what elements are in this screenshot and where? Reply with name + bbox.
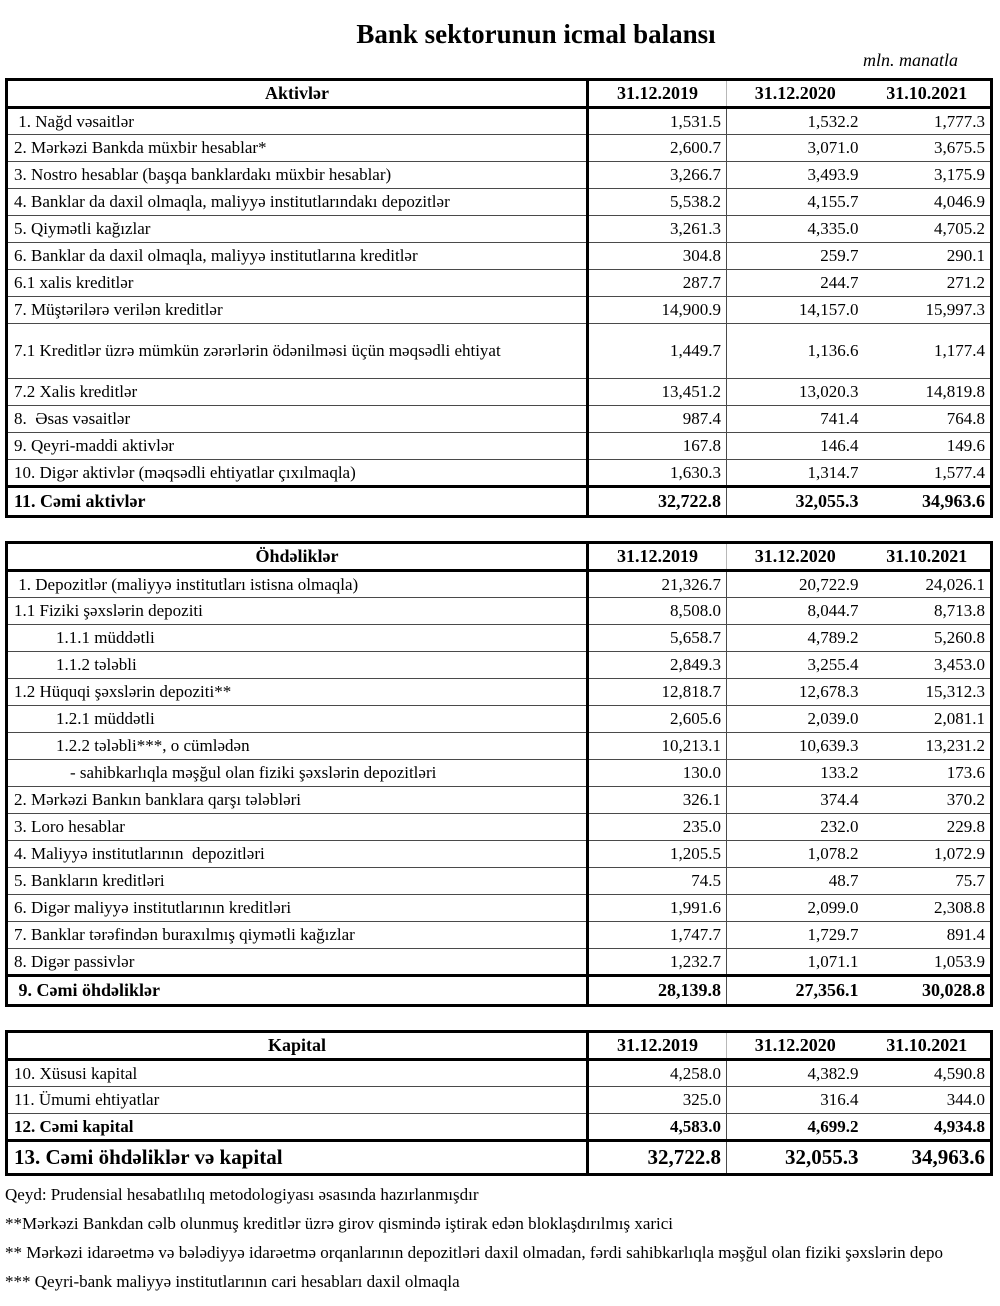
value-cell: 4,583.0 [588, 1114, 727, 1141]
table-row [7, 949, 992, 976]
value-cell: 20,722.9 [727, 571, 864, 598]
row-label: 8. Digər passivlər [7, 949, 588, 976]
footnote-line: **Mərkəzi Bankdan cəlb olunmuş kreditlər üzrə girov qismində iştirak edən bloklaşdırılmış xarici [5, 1214, 674, 1234]
row-label: 11. Cəmi aktivlər [7, 487, 588, 517]
row-label: 3. Nostro hesablar (başqa banklardakı müxbir hesablar) [7, 162, 588, 189]
column-header: 31.12.2020 [727, 1032, 864, 1060]
value-cell: 28,139.8 [588, 976, 727, 1006]
value-cell: 3,071.0 [727, 135, 864, 162]
value-cell: 3,255.4 [727, 652, 864, 679]
value-cell: 374.4 [727, 787, 864, 814]
value-cell: 1,531.5 [588, 108, 727, 135]
value-cell: 167.8 [588, 433, 727, 460]
section-table [5, 541, 993, 1007]
value-cell: 1,072.9 [864, 841, 992, 868]
value-cell: 271.2 [864, 270, 992, 297]
value-cell: 1,071.1 [727, 949, 864, 976]
row-label: 3. Loro hesablar [7, 814, 588, 841]
value-cell: 1,078.2 [727, 841, 864, 868]
value-cell: 344.0 [864, 1087, 992, 1114]
value-cell: 4,699.2 [727, 1114, 864, 1141]
value-cell: 15,312.3 [864, 679, 992, 706]
value-cell: 259.7 [727, 243, 864, 270]
value-cell: 12,678.3 [727, 679, 864, 706]
value-cell: 244.7 [727, 270, 864, 297]
table-row [7, 895, 992, 922]
value-cell: 232.0 [727, 814, 864, 841]
table-row [7, 787, 992, 814]
unit-note: mln. manatla [862, 50, 958, 71]
value-cell: 1,777.3 [864, 108, 992, 135]
table-row [7, 135, 992, 162]
table-row [7, 706, 992, 733]
value-cell: 4,382.9 [727, 1060, 864, 1087]
value-cell: 10,639.3 [727, 733, 864, 760]
table-row [7, 976, 992, 1006]
value-cell: 1,449.7 [588, 324, 727, 379]
row-label: 1.2 Hüquqi şəxslərin depoziti** [7, 679, 588, 706]
table-row [7, 598, 992, 625]
value-cell: 3,675.5 [864, 135, 992, 162]
value-cell: 1,205.5 [588, 841, 727, 868]
table-row [7, 270, 992, 297]
table-row [7, 814, 992, 841]
value-cell: 8,044.7 [727, 598, 864, 625]
value-cell: 1,630.3 [588, 460, 727, 487]
table-row [7, 189, 992, 216]
column-header: 31.12.2020 [727, 543, 864, 571]
section-table [5, 78, 993, 518]
value-cell: 290.1 [864, 243, 992, 270]
value-cell: 4,590.8 [864, 1060, 992, 1087]
column-header: 31.10.2021 [864, 1032, 992, 1060]
header-row [7, 1032, 992, 1060]
value-cell: 4,789.2 [727, 625, 864, 652]
value-cell: 4,934.8 [864, 1114, 992, 1141]
table-row [7, 108, 992, 135]
row-label: 1.1.2 tələbli [7, 652, 588, 679]
value-cell: 2,605.6 [588, 706, 727, 733]
value-cell: 14,157.0 [727, 297, 864, 324]
value-cell: 2,308.8 [864, 895, 992, 922]
table-row [7, 460, 992, 487]
table-row [7, 162, 992, 189]
value-cell: 13,020.3 [727, 379, 864, 406]
table-row [7, 760, 992, 787]
value-cell: 3,261.3 [588, 216, 727, 243]
value-cell: 13,231.2 [864, 733, 992, 760]
value-cell: 1,177.4 [864, 324, 992, 379]
value-cell: 987.4 [588, 406, 727, 433]
value-cell: 2,099.0 [727, 895, 864, 922]
row-label: 7.2 Xalis kreditlər [7, 379, 588, 406]
row-label: 5. Qiymətli kağızlar [7, 216, 588, 243]
table-row [7, 1114, 992, 1141]
value-cell: 326.1 [588, 787, 727, 814]
section-header: Aktivlər [7, 80, 588, 108]
section-table [5, 1030, 993, 1176]
value-cell: 30,028.8 [864, 976, 992, 1006]
value-cell: 32,722.8 [588, 487, 727, 517]
value-cell: 32,055.3 [727, 487, 864, 517]
column-header: 31.10.2021 [864, 80, 992, 108]
value-cell: 891.4 [864, 922, 992, 949]
table-row [7, 324, 992, 379]
value-cell: 2,039.0 [727, 706, 864, 733]
table-row [7, 1087, 992, 1114]
value-cell: 4,155.7 [727, 189, 864, 216]
value-cell: 27,356.1 [727, 976, 864, 1006]
table-row [7, 243, 992, 270]
value-cell: 32,055.3 [727, 1141, 864, 1175]
value-cell: 5,260.8 [864, 625, 992, 652]
value-cell: 229.8 [864, 814, 992, 841]
value-cell: 75.7 [864, 868, 992, 895]
value-cell: 1,577.4 [864, 460, 992, 487]
value-cell: 2,081.1 [864, 706, 992, 733]
section-header: Kapital [7, 1032, 588, 1060]
header-row [7, 80, 992, 108]
value-cell: 2,849.3 [588, 652, 727, 679]
row-label: 1.2.2 tələbli***, o cümlədən [7, 733, 588, 760]
row-label: 4. Banklar da daxil olmaqla, maliyyə institutlarındakı depozitlər [7, 189, 588, 216]
table-row [7, 841, 992, 868]
table-row [7, 433, 992, 460]
column-header: 31.12.2019 [588, 1032, 727, 1060]
value-cell: 74.5 [588, 868, 727, 895]
column-header: 31.12.2019 [588, 543, 727, 571]
value-cell: 1,136.6 [727, 324, 864, 379]
table-row [7, 571, 992, 598]
row-label: 1. Nağd vəsaitlər [7, 108, 588, 135]
table-row [7, 487, 992, 517]
value-cell: 1,314.7 [727, 460, 864, 487]
header-row [7, 543, 992, 571]
row-label: 8. Əsas vəsaitlər [7, 406, 588, 433]
value-cell: 12,818.7 [588, 679, 727, 706]
table-row [7, 733, 992, 760]
value-cell: 235.0 [588, 814, 727, 841]
row-label: 11. Ümumi ehtiyatlar [7, 1087, 588, 1114]
row-label: 10. Digər aktivlər (məqsədli ehtiyatlar çıxılmaqla) [7, 460, 588, 487]
footnote-line: Qeyd: Prudensial hesabatlılıq metodologiyası əsasında hazırlanmışdır [5, 1185, 479, 1205]
value-cell: 370.2 [864, 787, 992, 814]
value-cell: 34,963.6 [864, 487, 992, 517]
table-row [7, 1060, 992, 1087]
value-cell: 4,258.0 [588, 1060, 727, 1087]
value-cell: 325.0 [588, 1087, 727, 1114]
row-label: 1.2.1 müddətli [7, 706, 588, 733]
value-cell: 3,493.9 [727, 162, 864, 189]
table-row [7, 922, 992, 949]
value-cell: 24,026.1 [864, 571, 992, 598]
table-row [7, 625, 992, 652]
value-cell: 4,705.2 [864, 216, 992, 243]
row-label: 10. Xüsusi kapital [7, 1060, 588, 1087]
value-cell: 15,997.3 [864, 297, 992, 324]
value-cell: 304.8 [588, 243, 727, 270]
value-cell: 3,453.0 [864, 652, 992, 679]
row-label: 6.1 xalis kreditlər [7, 270, 588, 297]
footnote-line: *** Qeyri-bank maliyyə institutlarının cari hesabları daxil olmaqla [5, 1272, 460, 1292]
page-title: Bank sektorunun icmal balansı [356, 19, 716, 49]
table-row [7, 379, 992, 406]
table-row [7, 406, 992, 433]
value-cell: 3,266.7 [588, 162, 727, 189]
row-label: 6. Banklar da daxil olmaqla, maliyyə institutlarına kreditlər [7, 243, 588, 270]
row-label: 4. Maliyyə institutlarının depozitləri [7, 841, 588, 868]
value-cell: 32,722.8 [588, 1141, 727, 1175]
row-label: 13. Cəmi öhdəliklər və kapital [7, 1141, 588, 1175]
footnotes [5, 1185, 1000, 1292]
value-cell: 5,538.2 [588, 189, 727, 216]
table-row [7, 652, 992, 679]
row-label: 5. Bankların kreditləri [7, 868, 588, 895]
value-cell: 1,991.6 [588, 895, 727, 922]
value-cell: 133.2 [727, 760, 864, 787]
table-row [7, 679, 992, 706]
value-cell: 21,326.7 [588, 571, 727, 598]
value-cell: 4,046.9 [864, 189, 992, 216]
row-label: 6. Digər maliyyə institutlarının kreditləri [7, 895, 588, 922]
tables [5, 78, 1000, 1176]
table-row [7, 297, 992, 324]
value-cell: 48.7 [727, 868, 864, 895]
table-row [7, 1141, 992, 1175]
row-label: 7. Banklar tərəfindən buraxılmış qiymətli kağızlar [7, 922, 588, 949]
section-header: Öhdəliklər [7, 543, 588, 571]
column-header: 31.12.2019 [588, 80, 727, 108]
value-cell: 146.4 [727, 433, 864, 460]
row-label: 2. Mərkəzi Bankın banklara qarşı tələbləri [7, 787, 588, 814]
value-cell: 316.4 [727, 1087, 864, 1114]
footnote-line: ** Mərkəzi idarəetmə və bələdiyyə idarəetmə orqanlarının depozitləri daxil olmadan, fərdi sahibkarlıqla məşğul olan fiziki şəxslərin depo [5, 1243, 943, 1263]
row-label: - sahibkarlıqla məşğul olan fiziki şəxslərin depozitləri [7, 760, 588, 787]
table-row [7, 868, 992, 895]
value-cell: 149.6 [864, 433, 992, 460]
table-row [7, 216, 992, 243]
row-label: 7.1 Kreditlər üzrə mümkün zərərlərin ödənilməsi üçün məqsədli ehtiyat [7, 324, 588, 379]
value-cell: 1,532.2 [727, 108, 864, 135]
row-label: 2. Mərkəzi Bankda müxbir hesablar* [7, 135, 588, 162]
value-cell: 10,213.1 [588, 733, 727, 760]
value-cell: 4,335.0 [727, 216, 864, 243]
row-label: 12. Cəmi kapital [7, 1114, 588, 1141]
value-cell: 287.7 [588, 270, 727, 297]
value-cell: 1,729.7 [727, 922, 864, 949]
value-cell: 14,900.9 [588, 297, 727, 324]
row-label: 1. Depozitlər (maliyyə institutları istisna olmaqla) [7, 571, 588, 598]
value-cell: 173.6 [864, 760, 992, 787]
row-label: 1.1 Fiziki şəxslərin depoziti [7, 598, 588, 625]
value-cell: 1,053.9 [864, 949, 992, 976]
value-cell: 130.0 [588, 760, 727, 787]
value-cell: 764.8 [864, 406, 992, 433]
value-cell: 5,658.7 [588, 625, 727, 652]
value-cell: 8,713.8 [864, 598, 992, 625]
value-cell: 14,819.8 [864, 379, 992, 406]
value-cell: 8,508.0 [588, 598, 727, 625]
row-label: 9. Qeyri-maddi aktivlər [7, 433, 588, 460]
row-label: 1.1.1 müddətli [7, 625, 588, 652]
row-label: 7. Müştərilərə verilən kreditlər [7, 297, 588, 324]
column-header: 31.12.2020 [727, 80, 864, 108]
value-cell: 1,747.7 [588, 922, 727, 949]
value-cell: 2,600.7 [588, 135, 727, 162]
value-cell: 34,963.6 [864, 1141, 992, 1175]
value-cell: 3,175.9 [864, 162, 992, 189]
value-cell: 13,451.2 [588, 379, 727, 406]
row-label: 9. Cəmi öhdəliklər [7, 976, 588, 1006]
column-header: 31.10.2021 [864, 543, 992, 571]
value-cell: 1,232.7 [588, 949, 727, 976]
value-cell: 741.4 [727, 406, 864, 433]
